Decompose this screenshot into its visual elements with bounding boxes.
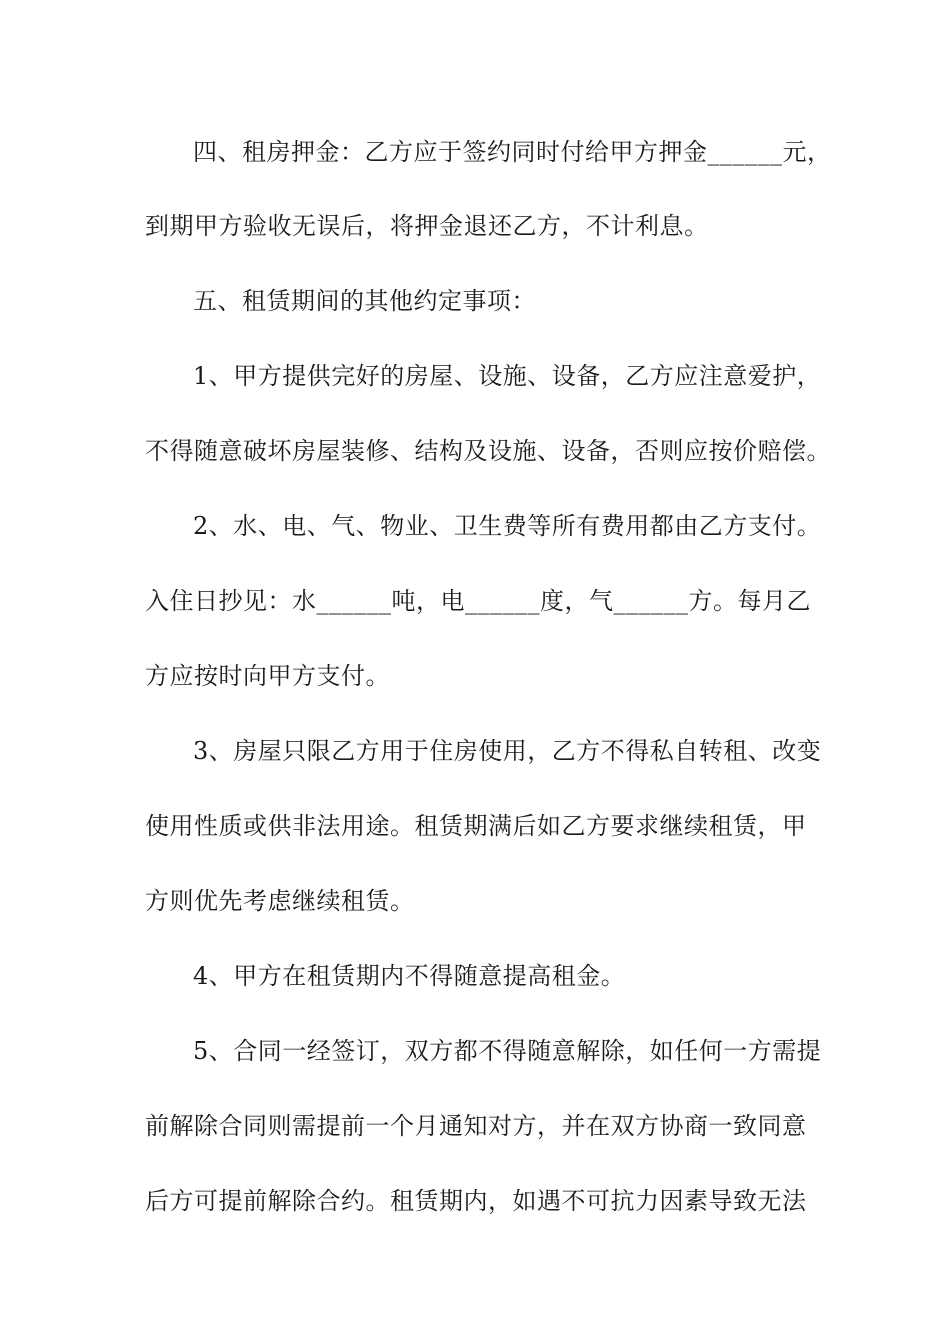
item-5-line-1: 5、合同一经签订，双方都不得随意解除，如任何一方需提 — [193, 1037, 822, 1065]
deposit-clause-line-1: 四、租房押金：乙方应于签约同时付给甲方押金______元， — [193, 138, 832, 166]
item-3-line-2: 使用性质或供非法用途。租赁期满后如乙方要求继续租赁，甲 — [145, 812, 807, 840]
item-2-line-1: 2、水、电、气、物业、卫生费等所有费用都由乙方支付。 — [193, 512, 822, 540]
item-4-line-1: 4、甲方在租赁期内不得随意提高租金。 — [193, 962, 626, 990]
item-1-line-2: 不得随意破坏房屋装修、结构及设施、设备，否则应按价赔偿。 — [145, 437, 831, 465]
item-3-line-3: 方则优先考虑继续租赁。 — [145, 887, 415, 915]
item-5-line-2: 前解除合同则需提前一个月通知对方，并在双方协商一致同意 — [145, 1112, 807, 1140]
item-2-line-2: 入住日抄见：水______吨，电______度，气______方。每月乙 — [145, 587, 811, 615]
item-1-line-1: 1、甲方提供完好的房屋、设施、设备，乙方应注意爱护， — [193, 362, 822, 390]
section-five-heading: 五、租赁期间的其他约定事项： — [193, 287, 536, 315]
item-5-line-3: 后方可提前解除合约。租赁期内，如遇不可抗力因素导致无法 — [145, 1187, 807, 1215]
item-3-line-1: 3、房屋只限乙方用于住房使用，乙方不得私自转租、改变 — [193, 737, 822, 765]
deposit-clause-line-2: 到期甲方验收无误后，将押金退还乙方，不计利息。 — [145, 212, 709, 240]
item-2-line-3: 方应按时向甲方支付。 — [145, 662, 390, 690]
